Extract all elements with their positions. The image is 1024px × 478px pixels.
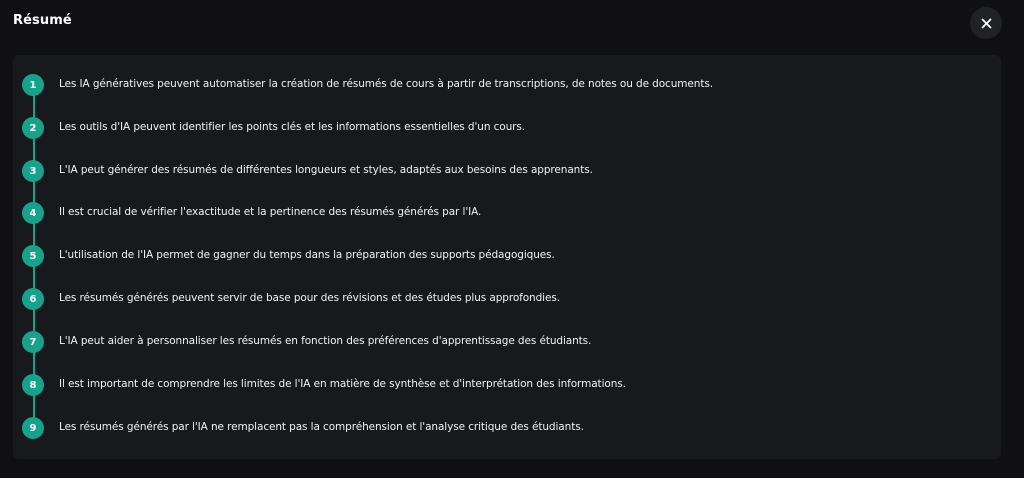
list-item — [13, 374, 1001, 398]
summary-panel — [13, 55, 1001, 459]
step-number-badge: 3 — [22, 160, 44, 182]
step-text: Les résumés générés par l'IA ne remplacent pas la compréhension et l'analyse critique des étudiants. — [59, 421, 584, 433]
step-text: L'utilisation de l'IA permet de gagner du temps dans la préparation des supports pédagogiques. — [59, 249, 555, 261]
step-number-badge: 5 — [22, 245, 44, 267]
list-item — [13, 288, 1001, 312]
list-item — [13, 417, 1001, 441]
step-text: L'IA peut générer des résumés de différentes longueurs et styles, adaptés aux besoins des apprenants. — [59, 164, 593, 176]
step-text: Il est crucial de vérifier l'exactitude et la pertinence des résumés générés par l'IA. — [59, 206, 482, 218]
close-button[interactable] — [970, 7, 1002, 39]
list-item — [13, 160, 1001, 184]
step-text: Les outils d'IA peuvent identifier les points clés et les informations essentielles d'un cours. — [59, 121, 525, 133]
step-text: Il est important de comprendre les limites de l'IA en matière de synthèse et d'interprétation des informations. — [59, 378, 626, 390]
step-text: L'IA peut aider à personnaliser les résumés en fonction des préférences d'apprentissage des étudiants. — [59, 335, 592, 347]
step-number-badge: 4 — [22, 202, 44, 224]
step-number-badge: 8 — [22, 374, 44, 396]
step-text: Les IA génératives peuvent automatiser la création de résumés de cours à partir de transcriptions, de notes ou de documents. — [59, 78, 713, 90]
step-number-badge: 7 — [22, 331, 44, 353]
step-number-badge: 9 — [22, 417, 44, 439]
step-text: Les résumés générés peuvent servir de base pour des révisions et des études plus approfondies. — [59, 292, 560, 304]
close-icon — [981, 18, 992, 29]
list-item — [13, 331, 1001, 355]
step-number-badge: 1 — [22, 74, 44, 96]
list-item — [13, 74, 1001, 98]
step-number-badge: 2 — [22, 117, 44, 139]
list-item — [13, 245, 1001, 269]
step-number-badge: 6 — [22, 288, 44, 310]
list-item — [13, 202, 1001, 226]
step-list — [13, 55, 1001, 459]
dialog-title: Résumé — [13, 13, 72, 28]
list-item — [13, 117, 1001, 141]
